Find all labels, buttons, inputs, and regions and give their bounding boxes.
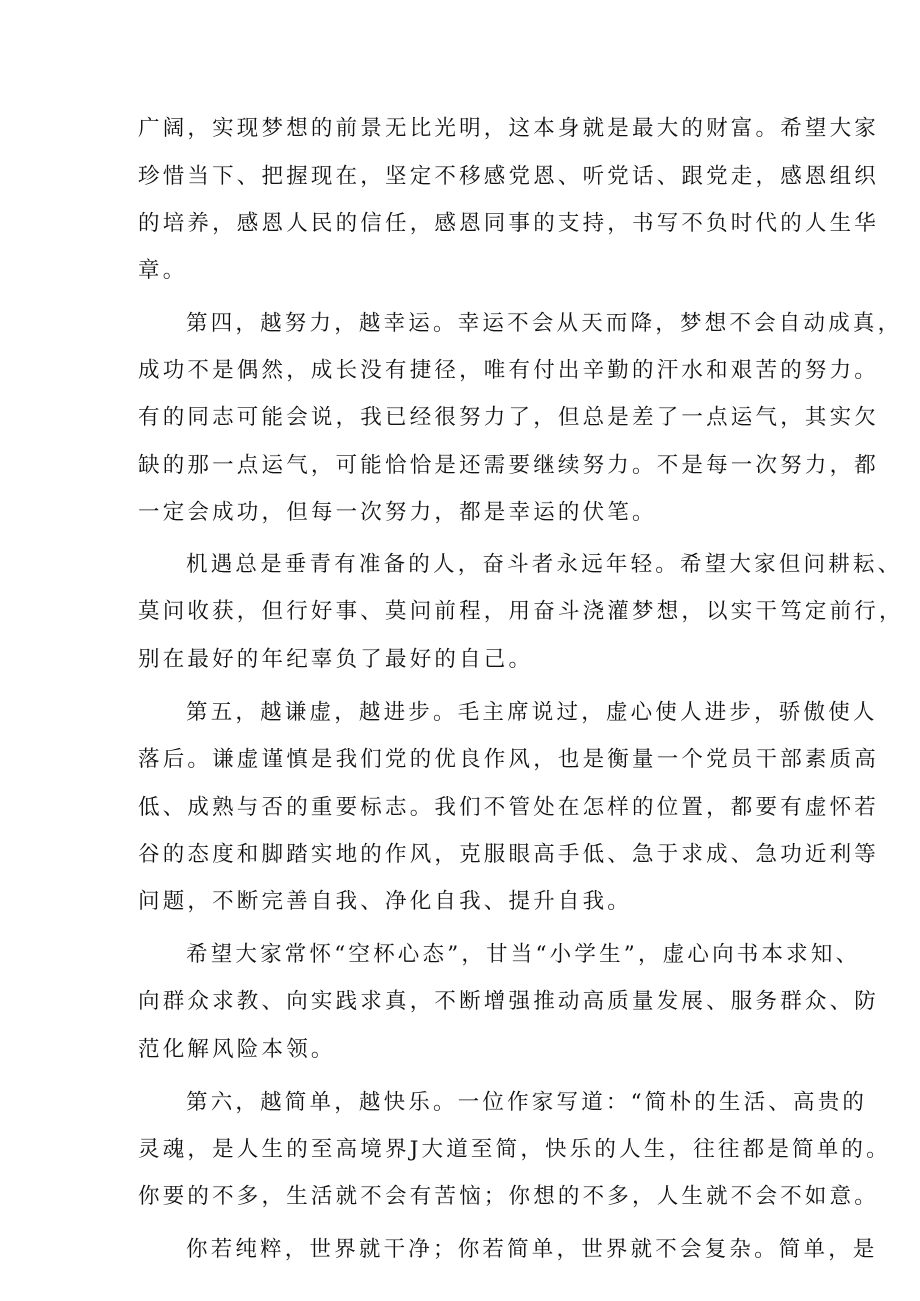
text-line: 章。	[138, 258, 188, 283]
text-line: 你若纯粹，世界就干净；你若简单，世界就不会复杂。简单，是	[186, 1237, 878, 1262]
text-line: 第四，越努力，越幸运。幸运不会从天而降，梦想不会自动成真，	[186, 311, 903, 336]
text-line: 你要的不多，生活就不会有苦恼；你想的不多，人生就不会不如意。	[138, 1184, 880, 1209]
text-line: 低、成熟与否的重要标志。我们不管处在怎样的位置，都要有虚怀若	[138, 795, 880, 820]
text-line: 的培养，感恩人民的信任，感恩同事的支持，书写不负时代的人生华	[138, 211, 880, 236]
text-line: 问题，不断完善自我、净化自我、提升自我。	[138, 889, 633, 914]
text-line: 落后。谦虚谨慎是我们党的优良作风，也是衡量一个党员干部素质高	[138, 747, 880, 772]
text-line: 向群众求教、向实践求真，不断增强推动高质量发展、服务群众、防	[138, 989, 880, 1014]
text-line: 范化解风险本领。	[138, 1037, 336, 1062]
text-line: 别在最好的年纪辜负了最好的自己。	[138, 647, 534, 672]
text-line: 广阔，实现梦想的前景无比光明，这本身就是最大的财富。希望大家	[138, 116, 880, 141]
text-line: 成功不是偶然，成长没有捷径，唯有付出辛勤的汗水和艰苦的努力。	[138, 358, 880, 383]
text-line: 第六，越简单，越快乐。一位作家写道：“简朴的生活、高贵的	[186, 1090, 868, 1115]
text-line: 有的同志可能会说，我已经很努力了，但总是差了一点运气，其实欠	[138, 405, 880, 430]
text-line: 谷的态度和脚踏实地的作风，克服眼高手低、急于求成、急功近利等	[138, 842, 880, 867]
text-line: 缺的那一点运气，可能恰恰是还需要继续努力。不是每一次努力，都	[138, 453, 880, 478]
text-line: 珍惜当下、把握现在，坚定不移感党恩、听党话、跟党走，感恩组织	[138, 164, 880, 189]
text-line: 灵魂，是人生的至高境界J大道至简，快乐的人生，往往都是简单的。	[138, 1137, 891, 1162]
text-line: 一定会成功，但每一次努力，都是幸运的伏笔。	[138, 500, 657, 525]
text-line: 第五，越谦虚，越进步。毛主席说过，虚心使人进步，骄傲使人	[186, 700, 878, 725]
text-line: 希望大家常怀“空杯心态”，甘当“小学生”，虚心向书本求知、	[186, 942, 861, 967]
text-line: 莫问收获，但行好事、莫问前程，用奋斗浇灌梦想，以实干笃定前行，	[138, 599, 904, 624]
text-line: 机遇总是垂青有准备的人，奋斗者永远年轻。希望大家但问耕耘、	[186, 552, 903, 577]
